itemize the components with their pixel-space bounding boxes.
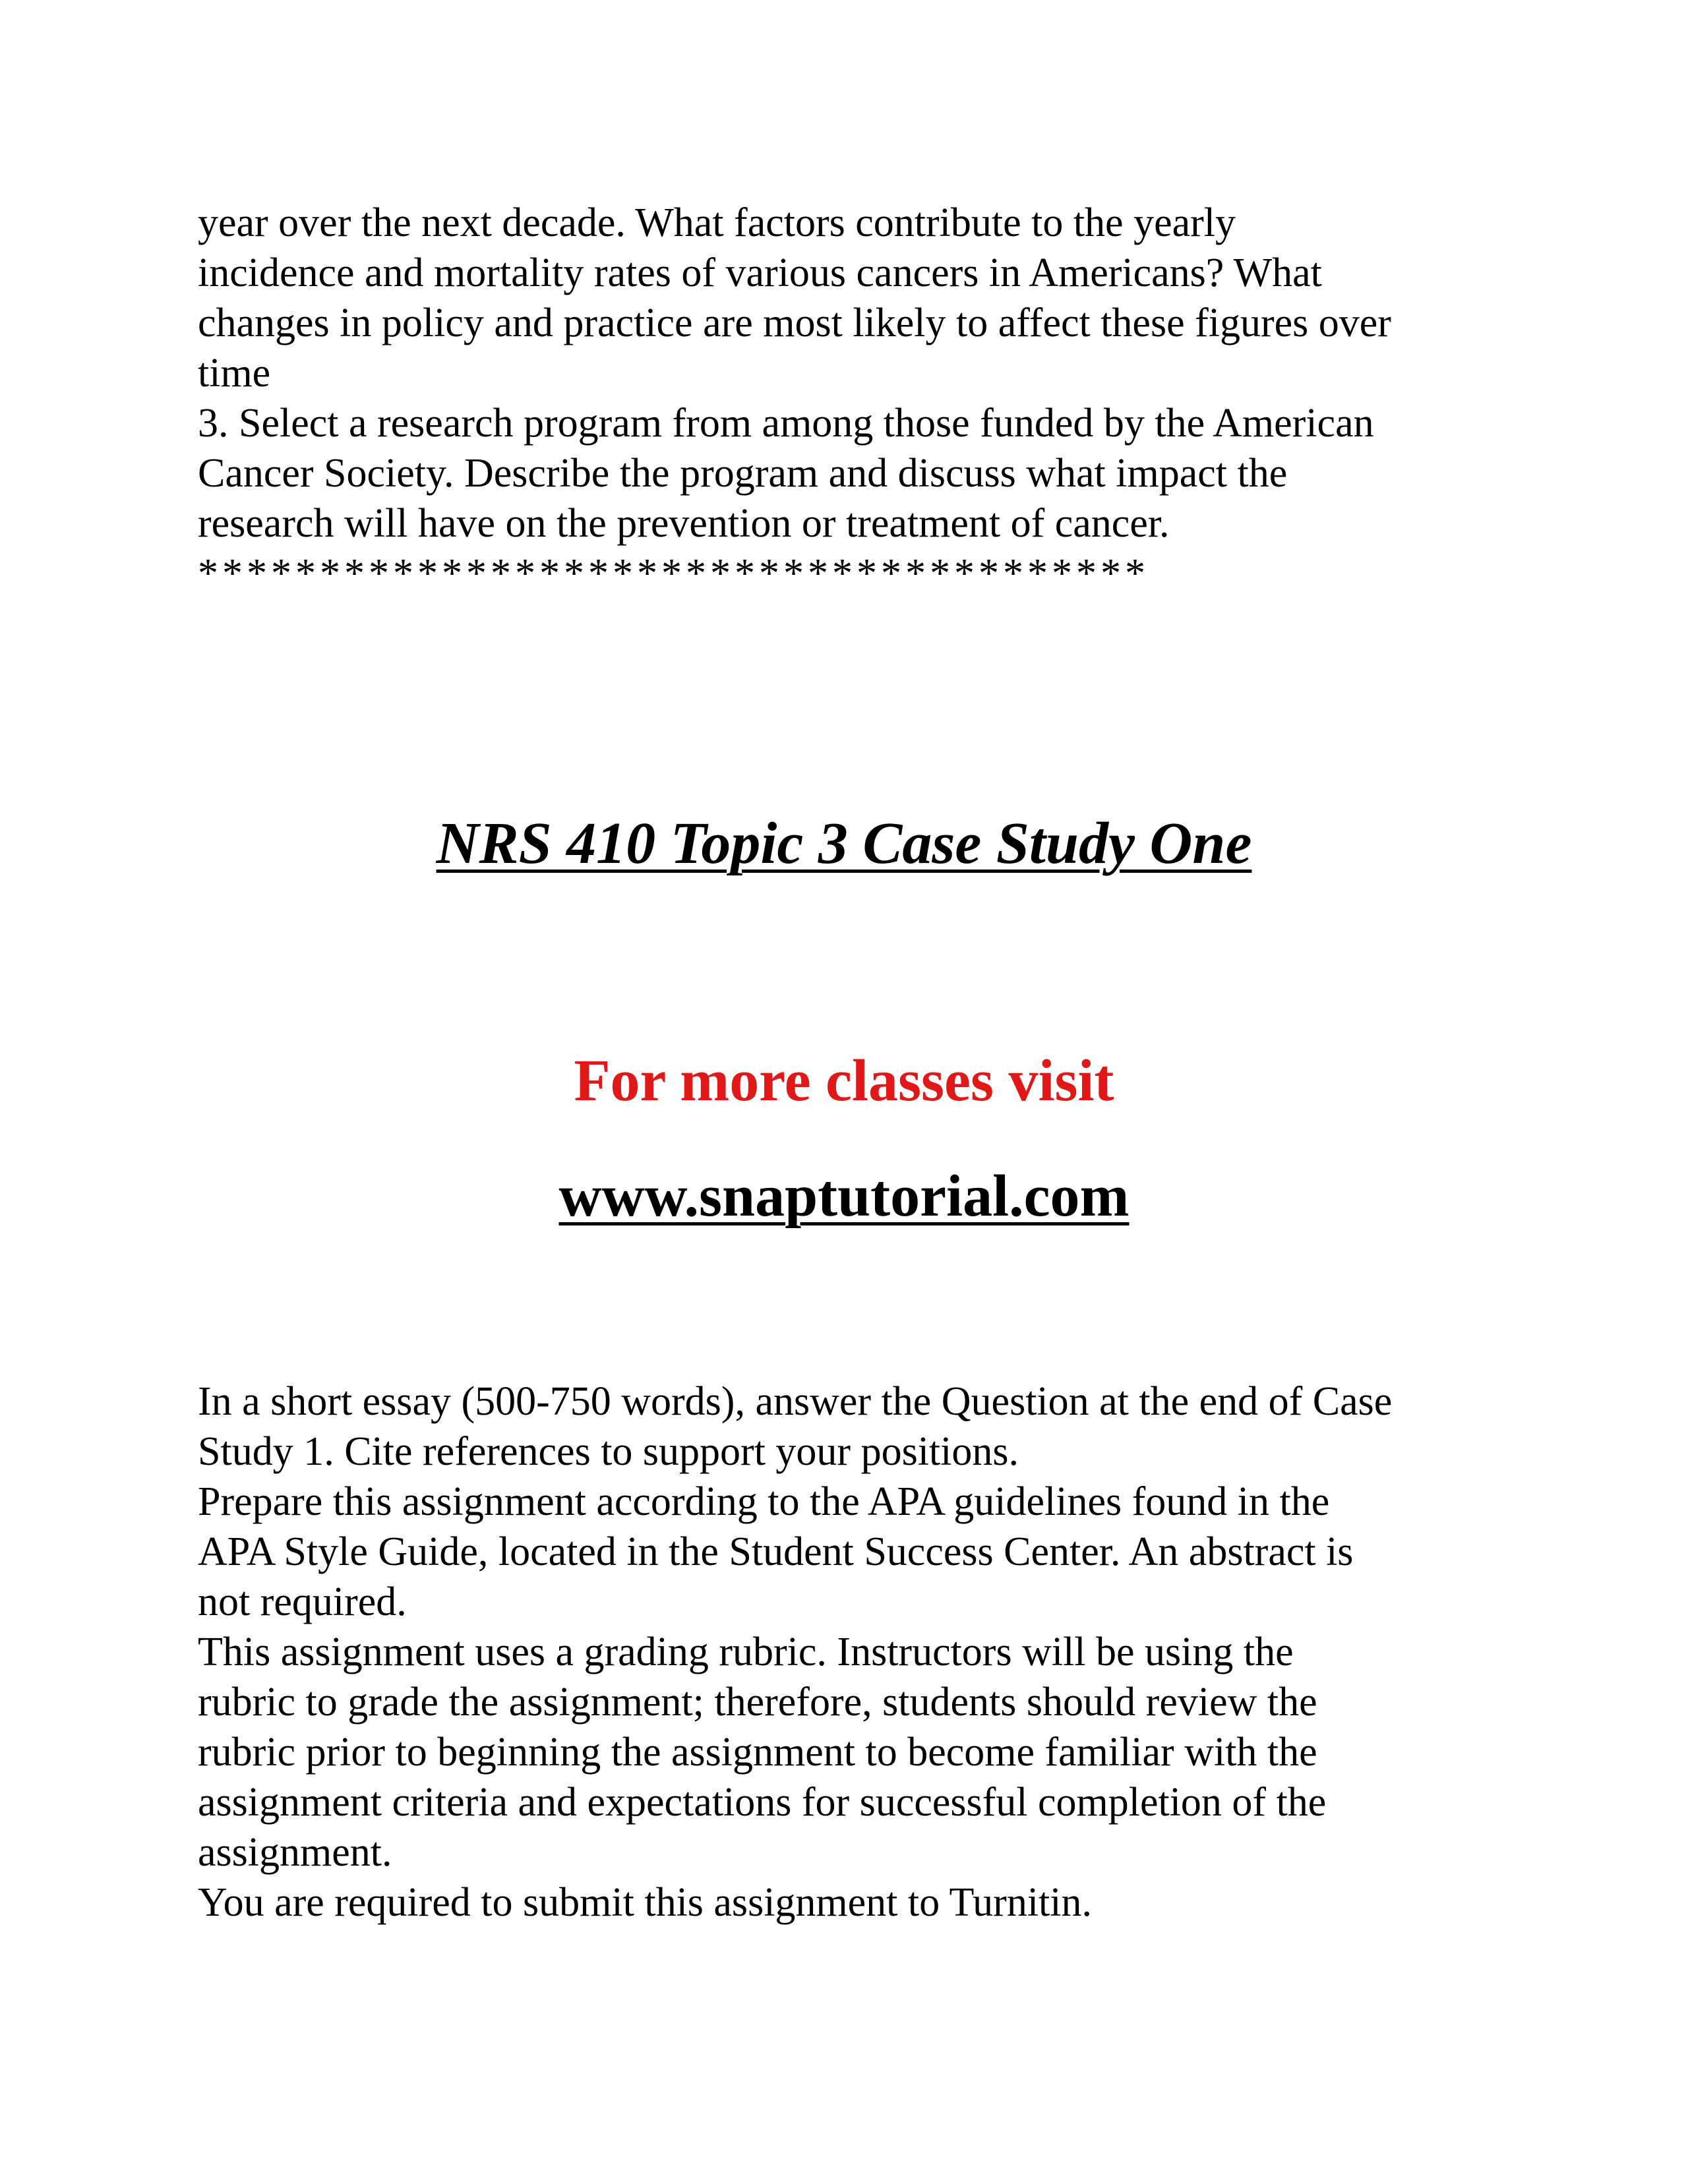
text-line: This assignment uses a grading rubric. Instructors will be using the	[198, 1630, 1294, 1674]
text-line: Cancer Society. Describe the program and discuss what impact the	[198, 451, 1288, 496]
assignment-instructions	[198, 1376, 1517, 1928]
asterisk-divider: ***************************************	[198, 551, 1149, 596]
text-line: year over the next decade. What factors contribute to the yearly	[198, 200, 1236, 245]
text-line: incidence and mortality rates of various cancers in Americans? What	[198, 251, 1322, 295]
text-line: research will have on the prevention or treatment of cancer.	[198, 501, 1170, 546]
text-line: You are required to submit this assignment to Turnitin.	[198, 1880, 1093, 1925]
text-line: APA Style Guide, located in the Student Success Center. An abstract is	[198, 1529, 1354, 1574]
text-line: In a short essay (500-750 words), answer the Question at the end of Case	[198, 1379, 1393, 1424]
text-line: assignment.	[198, 1830, 392, 1875]
text-line: Prepare this assignment according to the APA guidelines found in the	[198, 1479, 1330, 1524]
text-line: rubric to grade the assignment; therefore, students should review the	[198, 1680, 1317, 1725]
website-link[interactable]: www.snaptutorial.com	[558, 1164, 1130, 1229]
text-line: changes in policy and practice are most likely to affect these figures over	[198, 301, 1391, 345]
text-line: Study 1. Cite references to support your positions.	[198, 1429, 1019, 1474]
text-line: time	[198, 351, 271, 396]
text-line: not required.	[198, 1579, 407, 1624]
promo-heading: For more classes visit	[574, 1048, 1114, 1113]
text-line: 3. Select a research program from among those funded by the American	[198, 401, 1374, 446]
document-title: NRS 410 Topic 3 Case Study One	[436, 811, 1252, 876]
text-line: rubric prior to beginning the assignment to become familiar with the	[198, 1730, 1317, 1775]
text-line: assignment criteria and expectations for successful completion of the	[198, 1780, 1327, 1825]
top-paragraph	[198, 198, 1517, 599]
